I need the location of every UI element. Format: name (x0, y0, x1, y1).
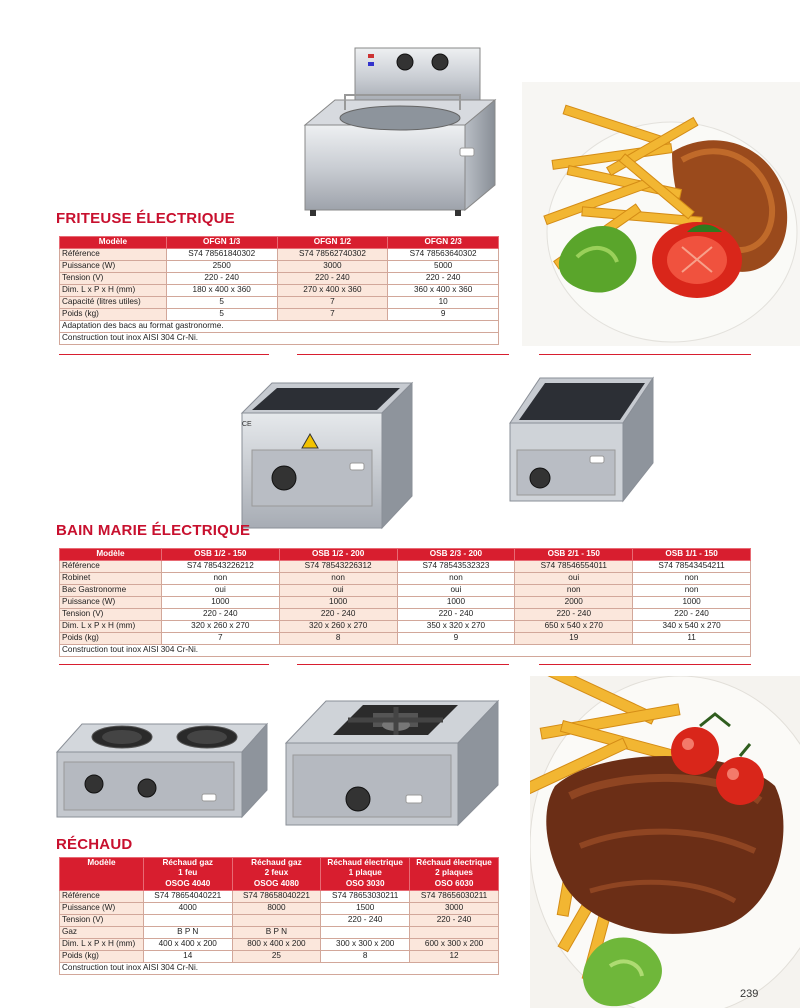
table-cell: 9 (397, 633, 515, 645)
steak-fries-photo (530, 676, 800, 1008)
table-cell: 180 x 400 x 360 (166, 285, 277, 297)
table-cell: 220 - 240 (279, 609, 397, 621)
table-row (60, 938, 499, 950)
table-cell: 220 - 240 (515, 609, 633, 621)
header-model-label: Modèle (87, 858, 116, 867)
table-cell: oui (397, 585, 515, 597)
table-cell: S74 78543226312 (279, 561, 397, 573)
header-line: OSO 6030 (434, 879, 474, 889)
row-label: Bac Gastronorme (60, 585, 162, 597)
table-cell: S74 78543226212 (161, 561, 279, 573)
table-cell: 220 - 240 (277, 273, 388, 285)
table-cell: S74 78654040221 (143, 890, 232, 902)
table-cell (232, 914, 321, 926)
table-note-row (60, 962, 499, 974)
table-cell: 220 - 240 (410, 914, 499, 926)
table-cell: 8 (279, 633, 397, 645)
table-cell: oui (161, 585, 279, 597)
table-cell: 270 x 400 x 360 (277, 285, 388, 297)
table-cell: 350 x 320 x 270 (397, 621, 515, 633)
table-cell: 3000 (410, 902, 499, 914)
table-row (60, 273, 499, 285)
table-cell: 8 (321, 950, 410, 962)
header-model: Modèle (60, 237, 167, 249)
header-osb-1-1-150: OSB 1/1 - 150 (633, 549, 751, 561)
row-label: Gaz (60, 926, 144, 938)
electric-hotplate-image (52, 702, 272, 820)
table-cell: 3000 (277, 261, 388, 273)
table-cell (143, 914, 232, 926)
rechaud-spec-table (59, 857, 499, 975)
table-cell: non (397, 573, 515, 585)
table-cell: 1000 (279, 597, 397, 609)
svg-text:CE: CE (242, 421, 252, 428)
header-line: 1 feu (178, 868, 198, 878)
table-cell: 320 x 260 x 270 (161, 621, 279, 633)
table-cell: 25 (232, 950, 321, 962)
table-row (60, 633, 751, 645)
table-cell: 5 (166, 297, 277, 309)
header-ofgn-1-2: OFGN 1/2 (277, 237, 388, 249)
header-osog-4080 (232, 858, 321, 891)
table-row (60, 609, 751, 621)
row-label: Tension (V) (60, 609, 162, 621)
table-cell: 220 - 240 (166, 273, 277, 285)
header-model: Modèle (60, 549, 162, 561)
row-label: Puissance (W) (60, 597, 162, 609)
row-label: Référence (60, 561, 162, 573)
table-cell: 9 (388, 309, 499, 321)
table-cell: non (633, 573, 751, 585)
divider-line (59, 664, 269, 665)
table-row (60, 249, 499, 261)
row-label: Robinet (60, 573, 162, 585)
header-line: 2 feux (264, 868, 289, 878)
table-cell: 340 x 540 x 270 (633, 621, 751, 633)
table-cell: 650 x 540 x 270 (515, 621, 633, 633)
header-line: OSOG 4040 (165, 879, 211, 889)
table-cell: 800 x 400 x 200 (232, 938, 321, 950)
table-cell: 360 x 400 x 360 (388, 285, 499, 297)
table-cell: 4000 (143, 902, 232, 914)
table-row (60, 585, 751, 597)
header-osog-4040 (143, 858, 232, 891)
divider-line (59, 354, 269, 355)
header-ofgn-1-3: OFGN 1/3 (166, 237, 277, 249)
table-cell: non (515, 585, 633, 597)
table-row (60, 561, 751, 573)
row-label: Puissance (W) (60, 261, 167, 273)
header-ofgn-2-3: OFGN 2/3 (388, 237, 499, 249)
row-label: Capacité (litres utiles) (60, 297, 167, 309)
table-note: Adaptation des bacs au format gastronorme. (60, 321, 499, 333)
table-cell (410, 926, 499, 938)
header-line: Réchaud électrique (327, 858, 403, 867)
table-row (60, 285, 499, 297)
table-cell: S74 78561840302 (166, 249, 277, 261)
table-note: Construction tout inox AISI 304 Cr-Ni. (60, 645, 751, 657)
header-line: 2 plaques (435, 868, 473, 878)
table-cell: 400 x 400 x 200 (143, 938, 232, 950)
table-cell: 320 x 260 x 270 (279, 621, 397, 633)
table-row (60, 621, 751, 633)
header-line: Réchaud gaz (162, 858, 213, 867)
table-cell: 7 (277, 309, 388, 321)
table-row (60, 597, 751, 609)
table-cell: 8000 (232, 902, 321, 914)
divider-line (297, 354, 509, 355)
table-cell: S74 78658040221 (232, 890, 321, 902)
table-cell: 1000 (397, 597, 515, 609)
header-line: OSO 3030 (345, 879, 385, 889)
table-row (60, 309, 499, 321)
divider-line (297, 664, 509, 665)
row-label: Référence (60, 890, 144, 902)
friteuse-spec-table (59, 236, 499, 345)
table-cell: 11 (633, 633, 751, 645)
row-label: Tension (V) (60, 914, 144, 926)
table-row (60, 261, 499, 273)
bain-marie-large-image (232, 368, 422, 530)
table-cell: 2000 (515, 597, 633, 609)
table-row (60, 573, 751, 585)
row-label: Poids (kg) (60, 633, 162, 645)
table-cell: 19 (515, 633, 633, 645)
fries-chicken-photo (522, 82, 800, 346)
table-header-row (60, 858, 499, 891)
table-row (60, 890, 499, 902)
bain-marie-title: BAIN MARIE ÉLECTRIQUE (56, 522, 251, 539)
table-cell: B P N (232, 926, 321, 938)
header-line: Réchaud gaz (251, 858, 302, 867)
row-label: Référence (60, 249, 167, 261)
rechaud-title: RÉCHAUD (56, 836, 133, 853)
gas-burner-image (278, 683, 503, 828)
table-cell: 5 (166, 309, 277, 321)
table-cell: 220 - 240 (321, 914, 410, 926)
table-cell: S74 78563640302 (388, 249, 499, 261)
table-cell: non (279, 573, 397, 585)
table-cell: S74 78653030211 (321, 890, 410, 902)
header-line: Réchaud électrique (416, 858, 492, 867)
table-header-row (60, 549, 751, 561)
header-osb-2-1-150: OSB 2/1 - 150 (515, 549, 633, 561)
row-label: Dim. L x P x H (mm) (60, 621, 162, 633)
header-oso-6030 (410, 858, 499, 891)
divider-line (539, 354, 751, 355)
table-cell: 220 - 240 (397, 609, 515, 621)
table-row (60, 297, 499, 309)
row-label: Tension (V) (60, 273, 167, 285)
table-cell: 5000 (388, 261, 499, 273)
table-cell: 2500 (166, 261, 277, 273)
table-cell: S74 78562740302 (277, 249, 388, 261)
table-cell: 220 - 240 (161, 609, 279, 621)
page-number: 239 (740, 988, 759, 1000)
table-note: Construction tout inox AISI 304 Cr-Ni. (60, 962, 499, 974)
table-cell: 10 (388, 297, 499, 309)
fryer-image (300, 40, 500, 218)
header-line: 1 plaque (348, 868, 382, 878)
table-cell: non (161, 573, 279, 585)
table-cell: 220 - 240 (388, 273, 499, 285)
table-header-row (60, 237, 499, 249)
row-label: Dim. L x P x H (mm) (60, 285, 167, 297)
table-cell: S74 78543454211 (633, 561, 751, 573)
table-note-row (60, 333, 499, 345)
table-cell: 300 x 300 x 200 (321, 938, 410, 950)
table-row (60, 926, 499, 938)
table-cell: 600 x 300 x 200 (410, 938, 499, 950)
table-cell: B P N (143, 926, 232, 938)
table-cell: S74 78543532323 (397, 561, 515, 573)
table-row (60, 914, 499, 926)
row-label: Puissance (W) (60, 902, 144, 914)
header-line: OSOG 4080 (253, 879, 299, 889)
table-cell: 1500 (321, 902, 410, 914)
header-osb-2-3-200: OSB 2/3 - 200 (397, 549, 515, 561)
friteuse-title: FRITEUSE ÉLECTRIQUE (56, 210, 235, 227)
header-osb-1-2-200: OSB 1/2 - 200 (279, 549, 397, 561)
table-cell: S74 78546554011 (515, 561, 633, 573)
table-cell (321, 926, 410, 938)
bain-marie-spec-table (59, 548, 751, 657)
table-note: Construction tout inox AISI 304 Cr-Ni. (60, 333, 499, 345)
table-cell: 7 (277, 297, 388, 309)
table-note-row (60, 321, 499, 333)
table-cell: S74 78656030211 (410, 890, 499, 902)
table-cell: 1000 (633, 597, 751, 609)
table-note-row (60, 645, 751, 657)
row-label: Dim. L x P x H (mm) (60, 938, 144, 950)
table-cell: non (633, 585, 751, 597)
table-cell: 12 (410, 950, 499, 962)
header-oso-3030 (321, 858, 410, 891)
table-cell: 1000 (161, 597, 279, 609)
header-osb-1-2-150: OSB 1/2 - 150 (161, 549, 279, 561)
table-cell: oui (515, 573, 633, 585)
divider-line (539, 664, 751, 665)
table-cell: 7 (161, 633, 279, 645)
table-row (60, 950, 499, 962)
row-label: Poids (kg) (60, 309, 167, 321)
row-label: Poids (kg) (60, 950, 144, 962)
table-cell: 220 - 240 (633, 609, 751, 621)
bain-marie-small-image (505, 368, 657, 503)
table-cell: 14 (143, 950, 232, 962)
table-cell: oui (279, 585, 397, 597)
table-row (60, 902, 499, 914)
header-model (60, 858, 144, 891)
